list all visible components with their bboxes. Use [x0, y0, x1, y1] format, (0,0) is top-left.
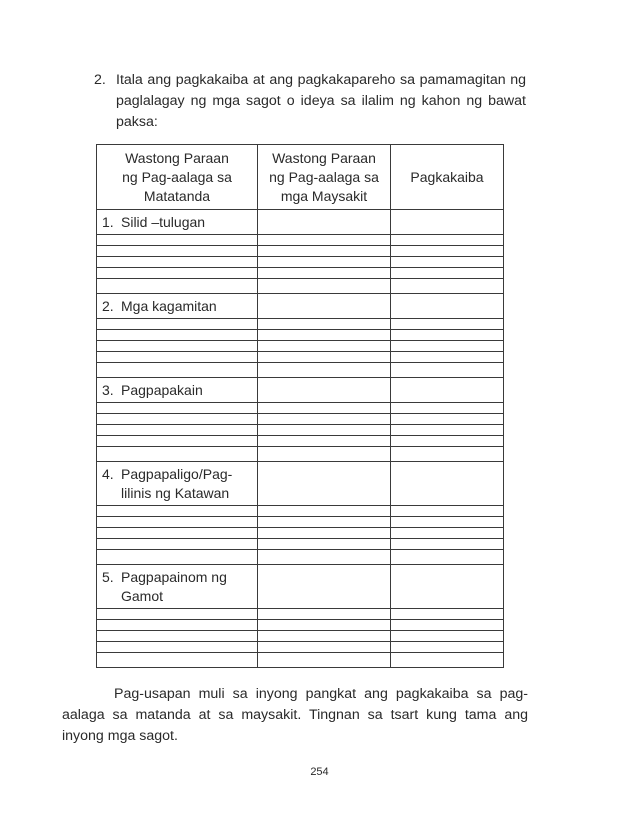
- answer-cell[interactable]: [97, 341, 258, 352]
- answer-cell[interactable]: [97, 539, 258, 550]
- answer-cell[interactable]: [258, 565, 391, 609]
- answer-cell[interactable]: [391, 414, 504, 425]
- instruction: [94, 70, 526, 133]
- page-number: 254: [310, 766, 329, 778]
- answer-line-row: [97, 246, 504, 257]
- answer-cell[interactable]: [258, 403, 391, 414]
- answer-cell[interactable]: [97, 609, 258, 620]
- answer-line-row: [97, 436, 504, 447]
- answer-cell[interactable]: [258, 462, 391, 506]
- answer-cell[interactable]: [258, 506, 391, 517]
- section-row-silid-tulugan: [97, 210, 504, 235]
- header-maysakit: Wastong Paraan ng Pag-aalaga sa mga Maysakit: [258, 145, 391, 210]
- answer-cell[interactable]: [391, 363, 504, 378]
- answer-cell[interactable]: [258, 550, 391, 565]
- section-label-cell: 3. Pagpapakain: [97, 378, 258, 403]
- answer-cell[interactable]: [391, 631, 504, 642]
- answer-line-row: [97, 268, 504, 279]
- answer-cell[interactable]: [97, 257, 258, 268]
- answer-line-row: [97, 528, 504, 539]
- answer-line-row: [97, 341, 504, 352]
- answer-line-row: [97, 631, 504, 642]
- section-row-pagpapainom: [97, 565, 504, 609]
- section-title-line-2: lilinis ng Katawan: [121, 485, 230, 501]
- answer-cell[interactable]: [391, 620, 504, 631]
- answer-cell[interactable]: [258, 642, 391, 653]
- closing-paragraph-text: Pag-usapan muli sa inyong pangkat ang pagkakaiba sa pag-aalaga sa matanda at sa maysakit. Tingnan sa tsart kung tama ang inyong mga sagot.: [62, 686, 528, 744]
- answer-cell[interactable]: [258, 352, 391, 363]
- answer-cell[interactable]: [391, 403, 504, 414]
- answer-cell[interactable]: [97, 642, 258, 653]
- answer-cell[interactable]: [97, 279, 258, 294]
- answer-cell[interactable]: [391, 294, 504, 319]
- answer-cell[interactable]: [391, 257, 504, 268]
- answer-cell[interactable]: [258, 319, 391, 330]
- answer-cell[interactable]: [391, 378, 504, 403]
- section-label-cell: 4. Pagpapaligo/Pag- lilinis ng Katawan: [97, 462, 258, 506]
- answer-cell[interactable]: [97, 506, 258, 517]
- answer-cell[interactable]: [391, 653, 504, 668]
- answer-cell[interactable]: [258, 517, 391, 528]
- answer-line-row: [97, 517, 504, 528]
- answer-cell[interactable]: [97, 517, 258, 528]
- answer-cell[interactable]: [391, 330, 504, 341]
- answer-cell[interactable]: [258, 631, 391, 642]
- answer-cell[interactable]: [391, 210, 504, 235]
- closing-paragraph: [62, 684, 528, 747]
- answer-line-row: [97, 550, 504, 565]
- answer-cell[interactable]: [258, 210, 391, 235]
- answer-cell[interactable]: [97, 268, 258, 279]
- answer-cell[interactable]: [97, 352, 258, 363]
- section-row-mga-kagamitan: [97, 294, 504, 319]
- answer-line-row: [97, 506, 504, 517]
- answer-cell[interactable]: [97, 414, 258, 425]
- section-row-pagpapaligo: [97, 462, 504, 506]
- answer-cell[interactable]: [258, 653, 391, 668]
- header-pagkakaiba: Pagkakaiba: [391, 145, 504, 210]
- answer-cell[interactable]: [97, 403, 258, 414]
- answer-cell[interactable]: [391, 352, 504, 363]
- answer-line-row: [97, 363, 504, 378]
- answer-cell[interactable]: [97, 631, 258, 642]
- answer-line-row: [97, 425, 504, 436]
- section-title: Mga kagamitan: [121, 298, 217, 314]
- answer-cell[interactable]: [391, 528, 504, 539]
- section-label-cell: 1. Silid –tulugan: [97, 210, 258, 235]
- answer-cell[interactable]: [258, 378, 391, 403]
- answer-cell[interactable]: [258, 268, 391, 279]
- answer-line-row: [97, 403, 504, 414]
- answer-cell[interactable]: [391, 268, 504, 279]
- answer-cell[interactable]: [97, 425, 258, 436]
- header-matatanda: Wastong Paraan ng Pag-aalaga sa Matatanda: [97, 145, 258, 210]
- answer-cell[interactable]: [258, 279, 391, 294]
- answer-cell[interactable]: [258, 425, 391, 436]
- answer-cell[interactable]: [258, 609, 391, 620]
- answer-cell[interactable]: [258, 414, 391, 425]
- answer-cell[interactable]: [391, 550, 504, 565]
- answer-cell[interactable]: [391, 539, 504, 550]
- answer-cell[interactable]: [97, 447, 258, 462]
- answer-cell[interactable]: [258, 294, 391, 319]
- answer-cell[interactable]: [391, 447, 504, 462]
- answer-line-row: [97, 447, 504, 462]
- answer-line-row: [97, 642, 504, 653]
- answer-cell[interactable]: [391, 235, 504, 246]
- answer-cell[interactable]: [391, 425, 504, 436]
- header-row: [97, 145, 504, 210]
- answer-cell[interactable]: [97, 235, 258, 246]
- answer-cell[interactable]: [97, 330, 258, 341]
- answer-cell[interactable]: [97, 653, 258, 668]
- answer-cell[interactable]: [391, 642, 504, 653]
- answer-cell[interactable]: [97, 620, 258, 631]
- answer-cell[interactable]: [391, 506, 504, 517]
- answer-line-row: [97, 539, 504, 550]
- answer-line-row: [97, 352, 504, 363]
- answer-cell[interactable]: [258, 436, 391, 447]
- answer-line-row: [97, 414, 504, 425]
- answer-cell[interactable]: [391, 341, 504, 352]
- instruction-text: Itala ang pagkakaiba at ang pagkakapareho sa pamamagitan ng paglalagay ng mga sagot o ideya sa ilalim ng kahon ng bawat paksa:: [116, 72, 526, 130]
- answer-line-row: [97, 330, 504, 341]
- section-title: Pagpapaligo/Pag-: [121, 466, 233, 482]
- answer-cell[interactable]: [391, 246, 504, 257]
- answer-cell[interactable]: [97, 246, 258, 257]
- comparison-table: [96, 144, 504, 668]
- answer-cell[interactable]: [391, 517, 504, 528]
- answer-cell[interactable]: [391, 319, 504, 330]
- answer-cell[interactable]: [258, 447, 391, 462]
- answer-cell[interactable]: [258, 539, 391, 550]
- section-title: Silid –tulugan: [121, 214, 206, 230]
- answer-cell[interactable]: [97, 528, 258, 539]
- answer-line-row: [97, 319, 504, 330]
- answer-cell[interactable]: [258, 330, 391, 341]
- answer-cell[interactable]: [258, 363, 391, 378]
- section-title: Pagpapainom ng: [121, 569, 227, 585]
- answer-line-row: [97, 609, 504, 620]
- section-label-cell: 5. Pagpapainom ng Gamot: [97, 565, 258, 609]
- answer-line-row: [97, 257, 504, 268]
- instruction-number: 2.: [94, 72, 106, 88]
- answer-cell[interactable]: [97, 363, 258, 378]
- answer-cell[interactable]: [391, 436, 504, 447]
- answer-line-row: [97, 620, 504, 631]
- answer-cell[interactable]: [97, 550, 258, 565]
- answer-cell[interactable]: [391, 279, 504, 294]
- answer-cell[interactable]: [391, 609, 504, 620]
- answer-line-row: [97, 279, 504, 294]
- answer-cell[interactable]: [258, 257, 391, 268]
- answer-cell[interactable]: [391, 462, 504, 506]
- section-title-line-2: Gamot: [121, 588, 164, 604]
- section-title: Pagpapakain: [121, 382, 203, 398]
- answer-cell[interactable]: [258, 246, 391, 257]
- section-row-pagpapakain: [97, 378, 504, 403]
- answer-cell[interactable]: [97, 319, 258, 330]
- answer-cell[interactable]: [258, 341, 391, 352]
- answer-cell[interactable]: [97, 436, 258, 447]
- section-label-cell: 2. Mga kagamitan: [97, 294, 258, 319]
- answer-cell[interactable]: [258, 528, 391, 539]
- answer-line-row: [97, 235, 504, 246]
- answer-line-row: [97, 653, 504, 668]
- answer-cell[interactable]: [391, 565, 504, 609]
- answer-cell[interactable]: [258, 620, 391, 631]
- answer-cell[interactable]: [258, 235, 391, 246]
